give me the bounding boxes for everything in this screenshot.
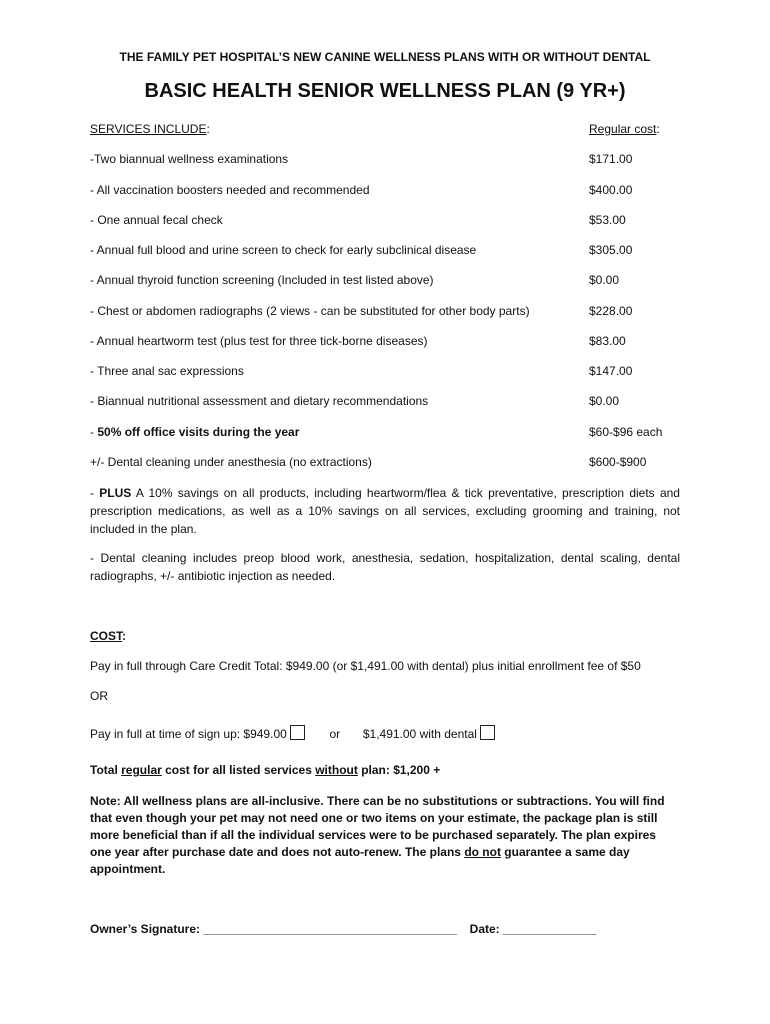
office-visits-description: - 50% off office visits during the year — [90, 425, 300, 439]
dental-cost: $600-$900 — [589, 455, 647, 469]
date-label: Date: — [469, 922, 500, 936]
service-description: - Chest or abdomen radiographs (2 views - can be substituted for other body parts) — [90, 304, 530, 318]
or-inline: or — [329, 727, 341, 741]
service-row — [90, 334, 690, 350]
service-description: - Three anal sac expressions — [90, 364, 244, 378]
with-dental-label: $1,491.00 with dental — [362, 727, 477, 741]
or-separator: OR — [90, 689, 108, 703]
service-description: - All vaccination boosters needed and recommended — [90, 183, 370, 197]
service-row — [90, 364, 690, 380]
service-row — [90, 213, 690, 229]
hospital-header: THE FAMILY PET HOSPITAL’S NEW CANINE WELLNESS PLANS WITH OR WITHOUT DENTAL — [119, 50, 651, 64]
service-description: - One annual fecal check — [90, 213, 223, 227]
service-row — [90, 304, 690, 320]
dental-description: +/- Dental cleaning under anesthesia (no extractions) — [90, 455, 372, 469]
date-line[interactable]: ______________ — [503, 922, 597, 936]
services-heading-row — [90, 122, 690, 138]
owner-signature-line[interactable]: ______________________________________ — [203, 922, 457, 936]
service-cost: $53.00 — [589, 213, 626, 227]
service-cost: $400.00 — [589, 183, 633, 197]
regular-cost-heading: Regular cost: — [589, 122, 660, 136]
service-cost: $83.00 — [589, 334, 626, 348]
pay-full-label: Pay in full at time of sign up: $949.00 — [90, 727, 287, 741]
service-cost: $0.00 — [589, 273, 620, 287]
service-description: - Annual full blood and urine screen to check for early subclinical disease — [90, 243, 477, 257]
service-cost: $147.00 — [589, 364, 633, 378]
dental-row — [90, 455, 690, 471]
service-description: - Biannual nutritional assessment and dietary recommendations — [90, 394, 429, 408]
all-inclusive-note: Note: All wellness plans are all-inclusive. There can be no substitutions or subtractions. You will find that even though your pet may not need one or two items on your estimate, the package plan is still more beneficial than if all the individual services were to be purchased separately. The plan expires one year after purchase date and does not auto-renew. The plans do not guarantee a same day appointment. — [90, 794, 665, 876]
cost-heading: COST: — [90, 629, 127, 643]
office-visits-row — [90, 425, 690, 441]
service-description: - Annual heartworm test (plus test for three tick-borne diseases) — [90, 334, 428, 348]
owner-signature-label: Owner’s Signature: — [90, 922, 201, 936]
pay-full-checkbox[interactable] — [290, 725, 305, 740]
service-row — [90, 243, 690, 259]
service-row — [90, 183, 690, 199]
service-cost: $171.00 — [589, 152, 633, 166]
service-description: - Annual thyroid function screening (Included in test listed above) — [90, 273, 434, 287]
service-row — [90, 394, 690, 410]
with-dental-checkbox[interactable] — [480, 725, 495, 740]
page-title: BASIC HEALTH SENIOR WELLNESS PLAN (9 YR+) — [144, 80, 626, 102]
service-cost: $305.00 — [589, 243, 633, 257]
service-description: -Two biannual wellness examinations — [90, 152, 289, 166]
plus-savings-note: - PLUS A 10% savings on all products, including heartworm/flea & tick preventative, prescription diets and prescription medications, as well as a 10% savings on all services, excluding grooming and training, not included in the plan. — [90, 486, 680, 536]
signature-row — [90, 922, 596, 936]
services-heading: SERVICES INCLUDE: — [90, 122, 210, 136]
pay-full-option-row — [90, 725, 495, 741]
dental-cleaning-note: - Dental cleaning includes preop blood work, anesthesia, sedation, hospitalization, dental scaling, dental radiographs, +/- antibiotic injection as needed. — [90, 551, 680, 583]
service-row — [90, 273, 690, 289]
service-cost: $228.00 — [589, 304, 633, 318]
office-visits-cost: $60-$96 each — [589, 425, 663, 439]
total-regular-cost: Total regular cost for all listed services without plan: $1,200 + — [90, 763, 441, 777]
service-cost: $0.00 — [589, 394, 620, 408]
care-credit-option: Pay in full through Care Credit Total: $949.00 (or $1,491.00 with dental) plus initial enrollment fee of $50 — [90, 659, 641, 673]
service-row — [90, 152, 690, 168]
